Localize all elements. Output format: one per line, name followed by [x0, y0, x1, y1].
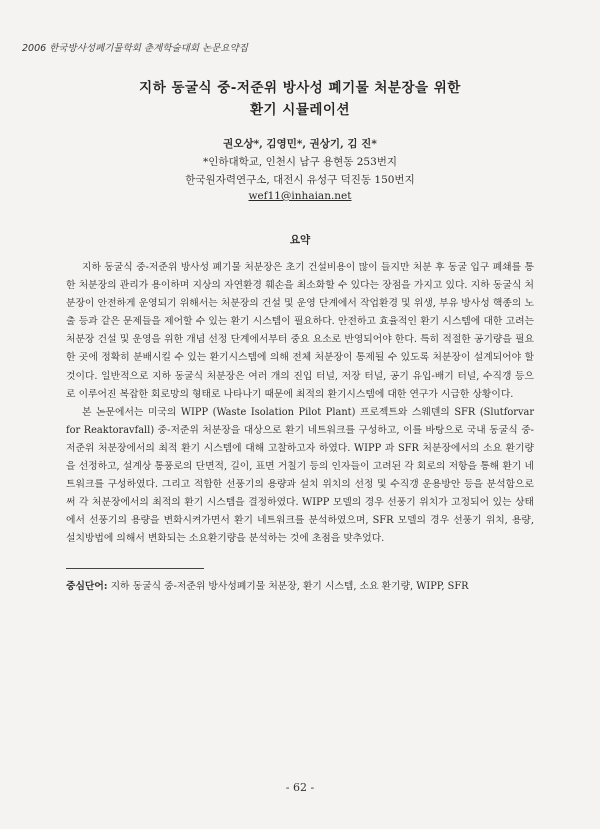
title-line-2: 환기 시뮬레이션 — [250, 102, 350, 118]
abstract-paragraph-1: 지하 동굴식 중-저준위 방사성 폐기물 처분장은 초기 건설비용이 많이 들지만 처분 후 동굴 입구 폐쇄를 통한 처분장의 관리가 용이하며 지상의 자연환경 훼손을 최소화할 수 있다는 장점을 가지고 있다. 지하 동굴식 처분장이 안전하게 운영되기 위해서는 처분장의 건설 및 운영 단계에서 작업환경 및 위생, 부유 방사성 핵종의 노출 등과 같은 문제들을 제어할 수 있는 환기 시스템이 필요하다. 안전하고 효율적인 환기 시스템에 대한 고려는 처분장 건설 및 운영을 위한 개념 선정 단계에서부터 중요 요소로 반영되어야 한다. 특히 적절한 공기량을 필요한 곳에 정확히 분배시킬 수 있는 환기시스템에 의해 전체 처분장이 통제될 수 있도록 처분장이 설계되어야 할 것이다. 일반적으로 지하 동굴식 처분장은 여러 개의 진입 터널, 저장 터널, 공기 유입-배기 터널, 수직갱 등으로 이루어진 복잡한 회로망의 형태로 나타나기 때문에 최적의 환기시스템에 대한 연구가 시급한 상황이다. — [66, 262, 534, 400]
running-head: 2006 한국방사성폐기물학회 춘계학술대회 논문요약집 — [22, 43, 248, 54]
abstract-paragraph-2: 본 논문에서는 미국의 WIPP (Waste Isolation Pilot Plant) 프로젝트와 스웨덴의 SFR (Slutforvar for Reaktoravfall) 중-저준위 처분장을 대상으로 환기 네트워크를 구성하고, 이를 바탕으로 국내 동굴식 중-저준위 처분장에서의 최적 환기 시스템에 대해 고찰하고자 하였다. WIPP 과 SFR 처분장에서의 소요 환기량을 선정하고, 설계상 통풍로의 단면적, 길이, 표면 거칠기 등의 인자들이 고려된 각 회로의 저항을 통해 환기 네트워크를 구성하였다. 그리고 적합한 선풍기의 용량과 설치 위치의 선정 및 수직갱 운용방안 등을 분석함으로써 각 처분장에서의 최적의 환기 시스템을 결정하였다. WIPP 모델의 경우 선풍기 위치가 고정되어 있는 상태에서 선풍기의 용량을 변화시켜가면서 환기 네트워크를 분석하였으며, SFR 모델의 경우 선풍기 위치, 용량, 설치방법에 의해서 변화되는 소요환기량을 분석하는 것에 초점을 맞추었다. — [66, 406, 534, 545]
keywords-divider — [66, 568, 204, 569]
page-number: - 62 - — [285, 781, 315, 794]
affiliation-2: 한국원자력연구소, 대전시 유성구 덕진동 150번지 — [185, 174, 415, 186]
keywords-label: 중심단어: — [66, 581, 108, 592]
abstract-body — [66, 259, 534, 549]
author-email: wef11@inhaian.net — [248, 190, 352, 202]
author-list: 권오상*, 김영민*, 권상기, 김 진* — [223, 138, 377, 150]
title-line-1: 지하 동굴식 중-저준위 방사성 폐기물 처분장을 위한 — [139, 80, 461, 96]
keywords-line — [66, 578, 534, 592]
affiliation-1: *인하대학교, 인천시 남구 용현동 253번지 — [202, 156, 398, 168]
abstract-heading: 요약 — [289, 234, 311, 246]
keywords-text: 지하 동굴식 중-저준위 방사성폐기물 처분장, 환기 시스템, 소요 환기량, WIPP, SFR — [107, 581, 469, 592]
